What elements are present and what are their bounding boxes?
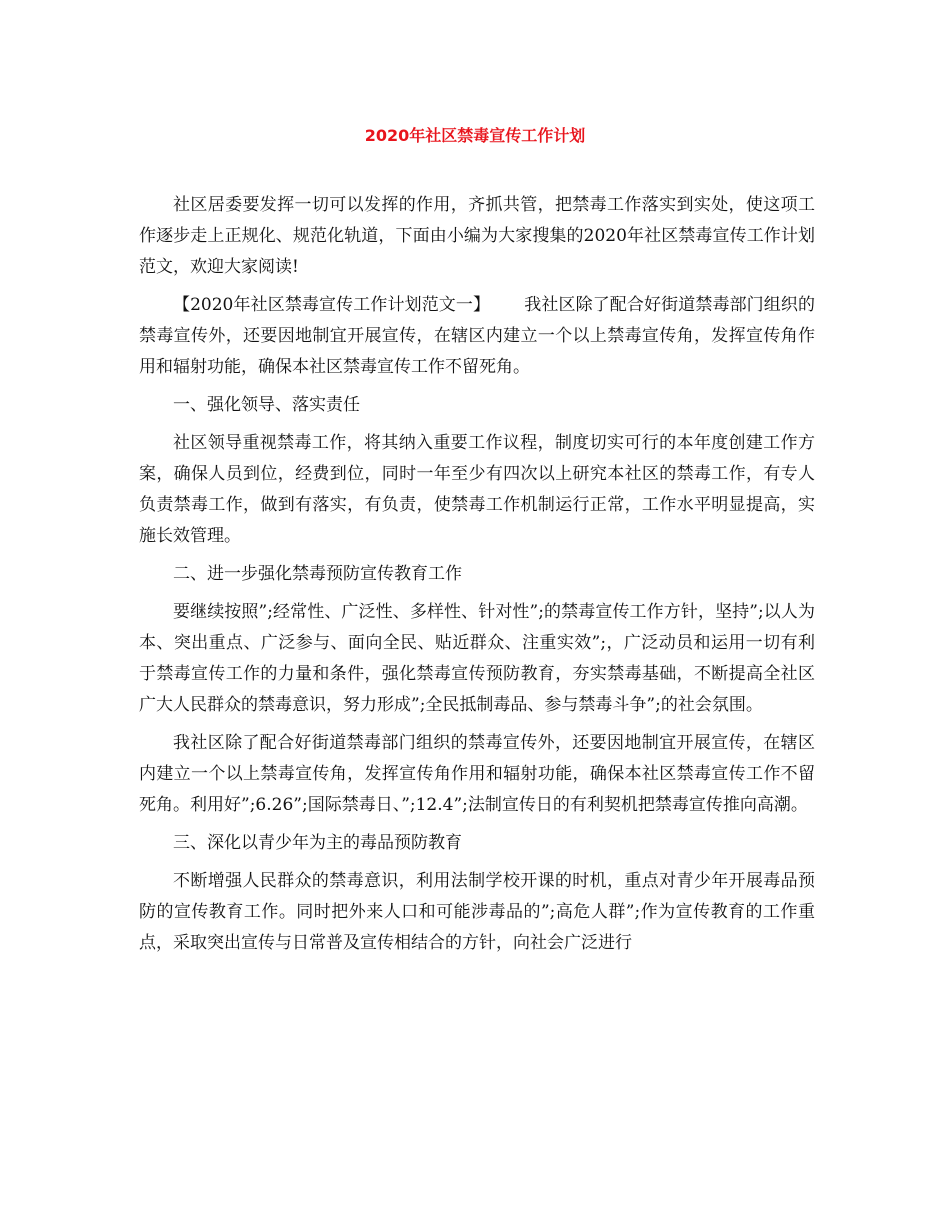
body-paragraph: 要继续按照”;经常性、广泛性、多样性、针对性”;的禁毒宣传工作方针，坚持”;以人为本、突出重点、广泛参与、面向全民、贴近群众、注重实效”;，广泛动员和运用一切有利于禁毒宣传工作的力量和条件，强化禁毒宣传预防教育，夯实禁毒基础，不断提高全社区广大人民群众的禁毒意识，努力形成”;全民抵制毒品、参与禁毒斗争”;的社会氛围。 — [139, 602, 815, 715]
section-one-label: 【2020年社区禁毒宣传工作计划范文一】 — [173, 295, 491, 315]
body-paragraph: 我社区除了配合好街道禁毒部门组织的禁毒宣传外，还要因地制宜开展宣传，在辖区内建立一个以上禁毒宣传角，发挥宣传角作用和辐射功能，确保本社区禁毒宣传工作不留死角。利用好”;6.26”;国际禁毒日、”;12.4”;法制宣传日的有利契机把禁毒宣传推向高潮。 — [139, 733, 815, 815]
document-body — [139, 190, 815, 966]
section-one-paragraph — [139, 290, 815, 383]
section-one-text: 我社区除了配合好街道禁毒部门组织的禁毒宣传外，还要因地制宜开展宣传，在辖区内建立一个以上禁毒宣传角，发挥宣传角作用和辐射功能，确保本社区禁毒宣传工作不留死角。 — [139, 295, 816, 377]
body-paragraph: 社区领导重视禁毒工作，将其纳入重要工作议程，制度切实可行的本年度创建工作方案，确保人员到位，经费到位，同时一年至少有四次以上研究本社区的禁毒工作，有专人负责禁毒工作，做到有落实，有负责，使禁毒工作机制运行正常，工作水平明显提高，实施长效管理。 — [139, 433, 815, 546]
document-title: 2020年社区禁毒宣传工作计划 — [364, 126, 586, 145]
section-heading-2: 二、进一步强化禁毒预防宣传教育工作 — [173, 564, 462, 584]
body-paragraph: 不断增强人民群众的禁毒意识，利用法制学校开课的时机，重点对青少年开展毒品预防的宣传教育工作。同时把外来人口和可能涉毒品的”;高危人群”;作为宣传教育的工作重点，采取突出宣传与日常普及宣传相结合的方针，向社会广泛进行 — [139, 871, 815, 953]
section-heading-1: 一、强化领导、落实责任 — [173, 395, 360, 415]
section-heading-3: 三、深化以青少年为主的毒品预防教育 — [173, 833, 462, 853]
intro-paragraph: 社区居委要发挥一切可以发挥的作用，齐抓共管，把禁毒工作落实到实处，使这项工作逐步走上正规化、规范化轨道，下面由小编为大家搜集的2020年社区禁毒宣传工作计划范文，欢迎大家阅读! — [139, 195, 815, 277]
